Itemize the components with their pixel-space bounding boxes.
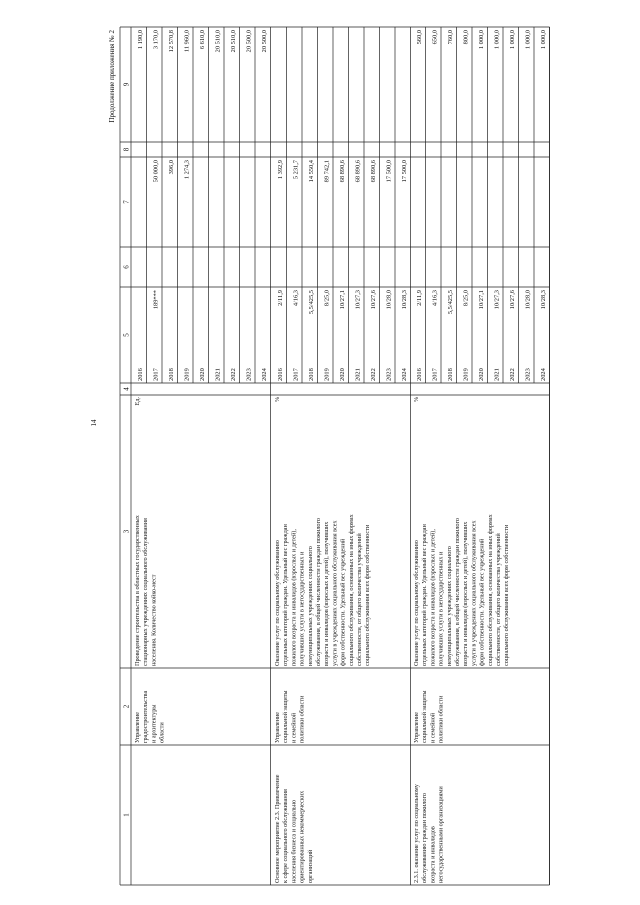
funding-value: 17 500,0 — [401, 160, 408, 183]
indicator-value: 2/11,9 — [277, 290, 284, 306]
event-line: организаций — [306, 849, 314, 883]
executor-line: Управление — [274, 711, 281, 743]
indicator-line: немуниципальных учреждениях социального — [445, 546, 453, 666]
funding-value: 68 890,6 — [339, 160, 346, 183]
column-header-1: 1 — [122, 813, 131, 817]
year-cell: 2023 — [524, 368, 532, 381]
indicator-line: форм собственности. Удельный вес учреждений — [478, 538, 486, 666]
total-value: 650,0 — [431, 30, 439, 45]
funding-value: 17 500,0 — [385, 160, 393, 183]
year-cell: 2020 — [478, 368, 485, 381]
year-cell: 2018 — [168, 368, 175, 381]
indicator-line: получивших услуги в негосударственных и — [298, 551, 306, 666]
column-header-9: 9 — [122, 82, 131, 87]
appendix-label: Продолжение приложения № 2 — [108, 30, 116, 123]
executor-line: и архитектуры — [150, 704, 158, 743]
year-cell: 2023 — [245, 368, 253, 381]
funding-value: 396,0 — [168, 160, 175, 175]
indicator-line: услуги в учреждениях социального обслуживания всех — [331, 520, 339, 666]
indicator-value: 10/27,6 — [370, 290, 377, 310]
year-cell: 2024 — [540, 368, 547, 381]
indicator-line: собственности, от общего количества учреждений — [356, 533, 363, 666]
year-cell: 2021 — [493, 368, 501, 381]
column-header-7: 7 — [122, 200, 131, 204]
total-value: 6 610,0 — [199, 30, 206, 50]
event-line: населения бизнеса и социально — [290, 799, 298, 883]
indicator-line: социального обслуживания всех форм собственности — [364, 524, 372, 666]
indicator-value: 10/28,3 — [401, 290, 408, 310]
year-cell: 2018 — [308, 368, 315, 381]
year-cell: 2016 — [137, 368, 144, 381]
total-value: 800,0 — [462, 30, 470, 45]
year-cell: 2018 — [447, 368, 454, 381]
indicator-line: пожилого возраста и инвалидов (взрослых и детей), — [429, 529, 437, 666]
year-cell: 2021 — [214, 368, 222, 381]
indicator-line: немуниципальных учреждениях социального — [306, 546, 314, 666]
total-value: 20 500,0 — [245, 30, 253, 53]
year-cell: 2024 — [401, 368, 408, 381]
funding-value: 14 550,4 — [308, 160, 315, 183]
year-cell: 2019 — [462, 368, 470, 381]
year-cell: 2017 — [152, 368, 160, 381]
funding-value: 68 890,6 — [370, 160, 377, 183]
year-cell: 2023 — [385, 368, 393, 381]
executor-line: Управление — [413, 711, 420, 743]
indicator-line: пожилого возраста и инвалидов (взрослых и детей), — [290, 529, 298, 666]
indicator-value: 10/27,3 — [354, 290, 362, 310]
event-line: к сфере социального обслуживания — [282, 789, 290, 883]
year-cell: 2016 — [277, 368, 284, 381]
total-value: 1 000,0 — [493, 30, 501, 50]
indicator-value: 4/16,3 — [431, 290, 439, 307]
funding-value: 68 890,6 — [354, 160, 362, 183]
column-header-8: 8 — [122, 147, 131, 152]
year-cell: 2022 — [509, 368, 516, 381]
column-header-5: 5 — [122, 333, 131, 337]
indicator-line: услуги в учреждениях социального обслуживания всех — [470, 520, 478, 666]
event-line: обслуживанию граждан пожилого — [421, 793, 429, 883]
unit-label: % — [413, 397, 420, 403]
indicator-line: Проведение строительства в областных государственных — [134, 515, 141, 666]
year-cell: 2017 — [431, 368, 439, 381]
year-cell: 2020 — [199, 368, 206, 381]
indicator-value: 8/25,0 — [462, 290, 470, 307]
total-value: 3 170,0 — [152, 30, 160, 50]
indicator-value: 10/27,3 — [493, 290, 501, 310]
page-number: 14 — [90, 419, 98, 427]
executor-line: социальной защиты — [282, 690, 290, 743]
indicator-line: Оказание услуг по социальному обслуживанию — [413, 540, 420, 666]
indicator-line: получивших услуги в негосударственных и — [437, 551, 445, 666]
executor-line: социальной защиты — [421, 690, 429, 743]
indicator-value: 4/16,3 — [292, 290, 300, 307]
indicator-value: 10/28,3 — [540, 290, 547, 310]
indicator-value: 10/27,1 — [339, 290, 346, 310]
executor-line: и семейной — [429, 712, 437, 743]
indicator-value: 2/11,9 — [416, 290, 423, 306]
rotated-table — [90, 27, 550, 885]
indicator-line: социального обслуживания, основанных на иных формах — [347, 514, 355, 666]
total-value: 1 000,0 — [540, 30, 547, 50]
year-cell: 2022 — [230, 368, 237, 381]
total-value: 20 510,0 — [230, 30, 237, 53]
indicator-value: 5,5/425,5 — [308, 290, 315, 315]
total-value: 20 510,0 — [214, 30, 222, 53]
total-value: 760,0 — [447, 30, 454, 45]
year-cell: 2022 — [370, 368, 377, 381]
unit-label: Ед. — [134, 397, 141, 406]
table-body — [134, 30, 547, 883]
unit-label: % — [274, 397, 281, 403]
indicator-line: возраста и инвалидов (взрослых и детей), получивших — [462, 521, 470, 666]
executor-line: и семейной — [290, 712, 298, 743]
funding-value: 1 392,9 — [277, 160, 284, 180]
year-cell: 2017 — [292, 368, 300, 381]
funding-value: 50 000,0 — [152, 160, 160, 183]
indicator-value: 10/28,0 — [524, 290, 532, 310]
executor-line: Управление — [134, 711, 141, 743]
funding-value: 5 231,7 — [292, 160, 300, 180]
funding-value: 1 274,3 — [183, 160, 191, 180]
total-value: 12 570,8 — [168, 30, 175, 53]
indicator-line: обслуживания, в общей численности граждан пожилого — [454, 518, 461, 666]
indicator-line: населения. Количество койко-мест — [150, 574, 158, 666]
indicator-line: стационарных учреждениях социального обслуживания — [142, 518, 150, 666]
event-line: негосударственными организациями — [437, 786, 445, 883]
indicator-line: отдельных категорий граждан. Удельный вес граждан — [421, 524, 429, 666]
executor-line: политики области — [298, 695, 306, 743]
column-header-3: 3 — [122, 529, 131, 534]
column-header-2: 2 — [122, 704, 131, 709]
executor-line: градостроительства — [142, 690, 150, 743]
indicator-line: форм собственности. Удельный вес учреждений — [339, 538, 347, 666]
total-value: 20 500,0 — [261, 30, 268, 53]
year-cell: 2021 — [354, 368, 362, 381]
indicator-value: 189*** — [152, 290, 160, 310]
year-cell: 2024 — [261, 368, 268, 381]
indicator-value: 5,5/425,5 — [447, 290, 454, 315]
table-grid — [120, 27, 550, 885]
column-header-row — [123, 82, 131, 817]
indicator-value: 8/25,0 — [323, 290, 331, 307]
column-header-4: 4 — [122, 387, 131, 391]
indicator-line: социального обслуживания всех форм собственности — [503, 524, 511, 666]
executor-line: политики области — [437, 695, 445, 743]
indicator-value: 10/27,1 — [478, 290, 485, 310]
funding-value: 89 742,1 — [323, 160, 331, 183]
total-value: 560,0 — [416, 30, 423, 45]
total-value: 1 000,0 — [509, 30, 516, 50]
event-line: Основное мероприятие 2.3. Привлечение — [274, 774, 281, 883]
event-line: 2.3.1. оказание услуг по социальному — [413, 784, 420, 883]
total-value: 1 000,0 — [478, 30, 485, 50]
indicator-line: отдельных категорий граждан. Удельный вес граждан — [282, 524, 290, 666]
indicator-line: возраста и инвалидов (взрослых и детей), получивших — [323, 521, 331, 666]
indicator-value: 10/27,6 — [509, 290, 516, 310]
column-header-6: 6 — [122, 265, 131, 269]
event-line: возраста и инвалидов — [429, 826, 437, 883]
total-value: 1 000,0 — [524, 30, 532, 50]
event-line: ориентированных некоммерческих — [298, 790, 306, 883]
indicator-line: Оказание услуг по социальному обслуживанию — [274, 540, 281, 666]
indicator-line: собственности, от общего количества учреждений — [495, 533, 502, 666]
year-cell: 2019 — [183, 368, 191, 381]
executor-line: области — [158, 722, 166, 743]
year-cell: 2019 — [323, 368, 331, 381]
indicator-line: обслуживания, в общей численности граждан пожилого — [315, 518, 322, 666]
total-value: 11 960,0 — [183, 30, 191, 53]
total-value: 1 190,0 — [137, 30, 144, 50]
year-cell: 2016 — [416, 368, 423, 381]
year-cell: 2020 — [339, 368, 346, 381]
indicator-line: социального обслуживания, основанных на иных формах — [486, 514, 494, 666]
indicator-value: 10/28,0 — [385, 290, 393, 310]
